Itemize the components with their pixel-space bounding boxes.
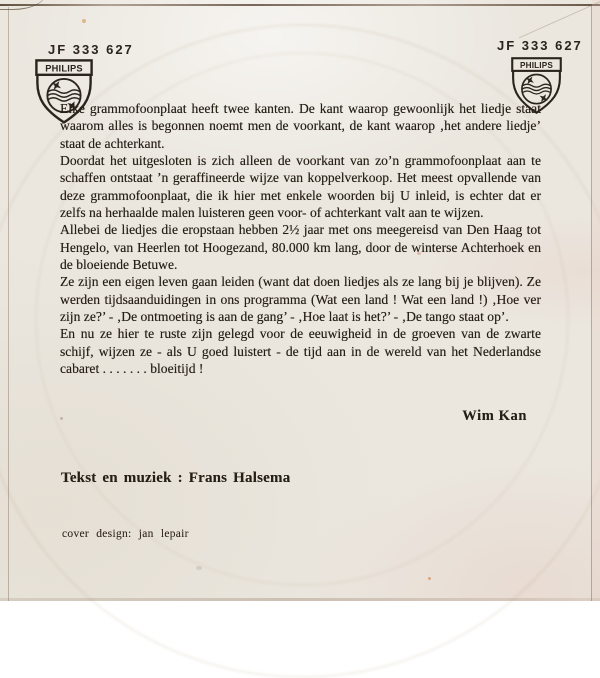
paper-speck — [196, 566, 202, 570]
paper-speck — [428, 577, 431, 580]
sleeve-top-edge — [0, 4, 600, 6]
cover-design-credit-line: cover design: jan lepair — [62, 528, 189, 540]
paper-speck — [60, 417, 63, 420]
body-paragraph: Elke grammofoonplaat heeft twee kanten. De kant waarop gewoonlijk het liedje staat waarom alles is begonnen noemt men de voorkant, de kant waarop ‚het andere liedje’ staat de achterkant. — [60, 101, 541, 151]
body-paragraph: Doordat het uitgesloten is zich alleen de voorkant van zo’n grammofoonplaat aan te schaffen ontstaat ’n geraffineerde wijze van koppelverkoop. Het meest opvallende van deze grammofoonplaat, die ik hier met enkele woorden bij U inleid, is echter dat er zelfs na herhaalde malen luisteren geen voor- of achterkant valt aan te wijzen. — [60, 153, 541, 221]
philips-wordmark: PHILIPS — [520, 60, 553, 70]
body-paragraph: Ze zijn een eigen leven gaan leiden (want dat doen liedjes als ze lang bij je blijven). Ze werden tijdsaanduidingen in ons programma (Wat een land ! Wat een land !) ‚Hoe ver zijn ze?’ - ‚De ontmoeting is aan de gang’ - ‚Hoe laat is het?’ - ‚De tango staat op’. — [60, 274, 541, 325]
catalog-number-right: JF 333 627 — [497, 38, 583, 53]
sleeve-right-edge — [591, 5, 592, 601]
scan-right-margin — [592, 0, 600, 601]
philips-wordmark: PHILIPS — [45, 63, 83, 74]
body-paragraph: Allebei de liedjes die eropstaan hebben 2½ jaar met ons meegereisd van Den Haag tot Hengelo, van Heerlen tot Hoogezand, 80.000 km lang, door de winterse Achterhoek en de bloeiende Betuwe. — [60, 222, 541, 273]
body-paragraph: En nu ze hier te ruste zijn gelegd voor de eeuwigheid in de groeven van de zwarte schijf, wijzen ze - als U goed luistert - de tijd aan in de wereld van het Nederlandse cabaret . . . . . . . bloeitijd ! — [60, 326, 541, 377]
paper-speck — [82, 19, 86, 23]
music-credit-line: Tekst en muziek : Frans Halsema — [61, 470, 291, 486]
catalog-number-left: JF 333 627 — [48, 42, 134, 57]
sleeve-left-edge — [8, 7, 9, 601]
author-signature: Wim Kan — [462, 408, 527, 424]
liner-notes-text — [60, 100, 541, 378]
